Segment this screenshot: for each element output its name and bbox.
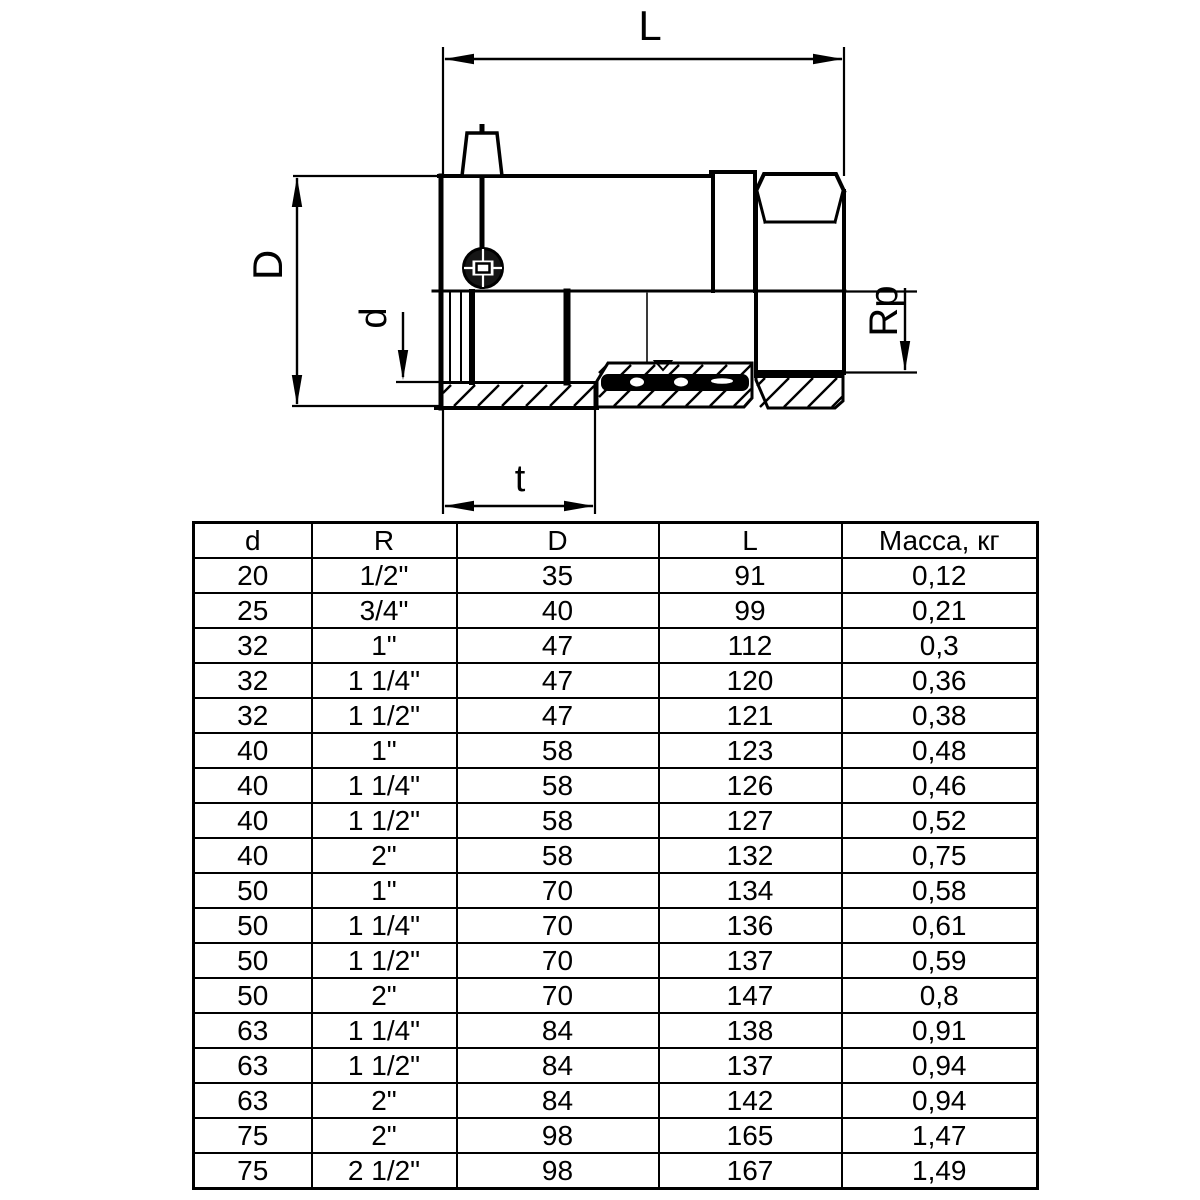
table-cell: 0,94: [842, 1083, 1038, 1118]
table-cell: 0,61: [842, 908, 1038, 943]
column-header-big-d: D: [457, 523, 659, 559]
table-cell: 75: [194, 1118, 312, 1153]
table-row: [194, 943, 1038, 978]
table-cell: 2": [312, 978, 457, 1013]
dim-label-outer-diameter: D: [244, 249, 291, 281]
table-cell: 50: [194, 873, 312, 908]
table-row: [194, 1118, 1038, 1153]
table-cell: 63: [194, 1048, 312, 1083]
extension-lines: [292, 47, 917, 514]
table-cell: 98: [457, 1118, 659, 1153]
table-row: [194, 768, 1038, 803]
table-cell: 137: [659, 943, 842, 978]
dim-label-pipe-diameter: d: [353, 307, 395, 329]
table-row: [194, 803, 1038, 838]
table-row: [194, 978, 1038, 1013]
table-cell: 2": [312, 1118, 457, 1153]
table-cell: 0,58: [842, 873, 1038, 908]
table-cell: 147: [659, 978, 842, 1013]
column-header-d: d: [194, 523, 312, 559]
table-cell: 20: [194, 558, 312, 593]
table-cell: 136: [659, 908, 842, 943]
table-cell: 167: [659, 1153, 842, 1189]
table-cell: 0,48: [842, 733, 1038, 768]
table-cell: 40: [194, 733, 312, 768]
column-header-l: L: [659, 523, 842, 559]
hatch-left-socket: [443, 385, 594, 406]
table-cell: 1/2": [312, 558, 457, 593]
table-cell: 32: [194, 628, 312, 663]
table-cell: 32: [194, 698, 312, 733]
hex-nut-outline: [756, 174, 844, 373]
table-cell: 32: [194, 663, 312, 698]
table-cell: 50: [194, 978, 312, 1013]
table-row: [194, 593, 1038, 628]
table-cell: 0,59: [842, 943, 1038, 978]
dim-label-length: L: [638, 2, 662, 49]
table-cell: 121: [659, 698, 842, 733]
table-cell: 120: [659, 663, 842, 698]
table-cell: 91: [659, 558, 842, 593]
table-cell: 127: [659, 803, 842, 838]
table-cell: 0,38: [842, 698, 1038, 733]
table-cell: 1 1/2": [312, 943, 457, 978]
table-cell: 1 1/2": [312, 698, 457, 733]
table-cell: 50: [194, 908, 312, 943]
table-cell: 1 1/4": [312, 908, 457, 943]
table-row: [194, 663, 1038, 698]
table-cell: 47: [457, 663, 659, 698]
table-cell: 0,46: [842, 768, 1038, 803]
table-cell: 0,52: [842, 803, 1038, 838]
table-cell: 40: [194, 768, 312, 803]
table-cell: 40: [457, 593, 659, 628]
table-cell: 0,12: [842, 558, 1038, 593]
table-cell: 35: [457, 558, 659, 593]
table-cell: 112: [659, 628, 842, 663]
table-cell: 70: [457, 978, 659, 1013]
table-cell: 58: [457, 803, 659, 838]
table-cell: 132: [659, 838, 842, 873]
table-cell: 1": [312, 873, 457, 908]
dimensions-table: [192, 521, 1039, 1190]
fusion-coil: [601, 361, 844, 391]
table-cell: 84: [457, 1048, 659, 1083]
table-header-row: [194, 523, 1038, 559]
table-cell: 47: [457, 628, 659, 663]
table-cell: 0,21: [842, 593, 1038, 628]
table-cell: 1 1/4": [312, 1013, 457, 1048]
table-row: [194, 873, 1038, 908]
column-header-mass: Масса, кг: [842, 523, 1038, 559]
table-cell: 0,91: [842, 1013, 1038, 1048]
table-cell: 58: [457, 733, 659, 768]
table-cell: 0,75: [842, 838, 1038, 873]
table-cell: 2": [312, 838, 457, 873]
table-cell: 58: [457, 768, 659, 803]
table-cell: 0,8: [842, 978, 1038, 1013]
table-cell: 40: [194, 803, 312, 838]
table-row: [194, 733, 1038, 768]
table-row: [194, 1048, 1038, 1083]
coupling-body-outline: [433, 172, 845, 408]
table-cell: 2": [312, 1083, 457, 1118]
table-cell: 142: [659, 1083, 842, 1118]
table-cell: 75: [194, 1153, 312, 1189]
table-cell: 1 1/4": [312, 663, 457, 698]
table-row: [194, 628, 1038, 663]
table-row: [194, 698, 1038, 733]
table-cell: 134: [659, 873, 842, 908]
table-row: [194, 908, 1038, 943]
table-cell: 63: [194, 1013, 312, 1048]
table-cell: 50: [194, 943, 312, 978]
fusion-terminal: [462, 124, 503, 289]
table-cell: 84: [457, 1013, 659, 1048]
table-cell: 2 1/2": [312, 1153, 457, 1189]
table-row: [194, 558, 1038, 593]
dimension-arrows: [292, 54, 910, 511]
table-row: [194, 1083, 1038, 1118]
table-cell: 70: [457, 943, 659, 978]
table-body: [194, 558, 1038, 1189]
table-cell: 1,49: [842, 1153, 1038, 1189]
table-cell: 1 1/2": [312, 803, 457, 838]
table-cell: 123: [659, 733, 842, 768]
table-cell: 137: [659, 1048, 842, 1083]
column-header-r: R: [312, 523, 457, 559]
table-cell: 1 1/4": [312, 768, 457, 803]
table-cell: 25: [194, 593, 312, 628]
technical-drawing: [0, 0, 1200, 520]
table-cell: 1 1/2": [312, 1048, 457, 1083]
table-cell: 70: [457, 873, 659, 908]
dimension-lines: [297, 59, 905, 506]
table-cell: 0,3: [842, 628, 1038, 663]
table-cell: 1": [312, 628, 457, 663]
table-cell: 63: [194, 1083, 312, 1118]
table-cell: 126: [659, 768, 842, 803]
table-cell: 58: [457, 838, 659, 873]
table-cell: 98: [457, 1153, 659, 1189]
table-row: [194, 1153, 1038, 1189]
table-cell: 1": [312, 733, 457, 768]
table-cell: 3/4": [312, 593, 457, 628]
table-cell: 0,94: [842, 1048, 1038, 1083]
table-cell: 84: [457, 1083, 659, 1118]
table-row: [194, 1013, 1038, 1048]
table-cell: 0,36: [842, 663, 1038, 698]
table-row: [194, 838, 1038, 873]
table-cell: 138: [659, 1013, 842, 1048]
table-cell: 1,47: [842, 1118, 1038, 1153]
table-cell: 165: [659, 1118, 842, 1153]
table-cell: 47: [457, 698, 659, 733]
table-cell: 70: [457, 908, 659, 943]
dim-label-insertion-depth: t: [514, 458, 526, 500]
table-cell: 99: [659, 593, 842, 628]
dim-label-thread: Rp: [862, 285, 906, 337]
hatch-nut-section: [757, 378, 843, 407]
table-cell: 40: [194, 838, 312, 873]
